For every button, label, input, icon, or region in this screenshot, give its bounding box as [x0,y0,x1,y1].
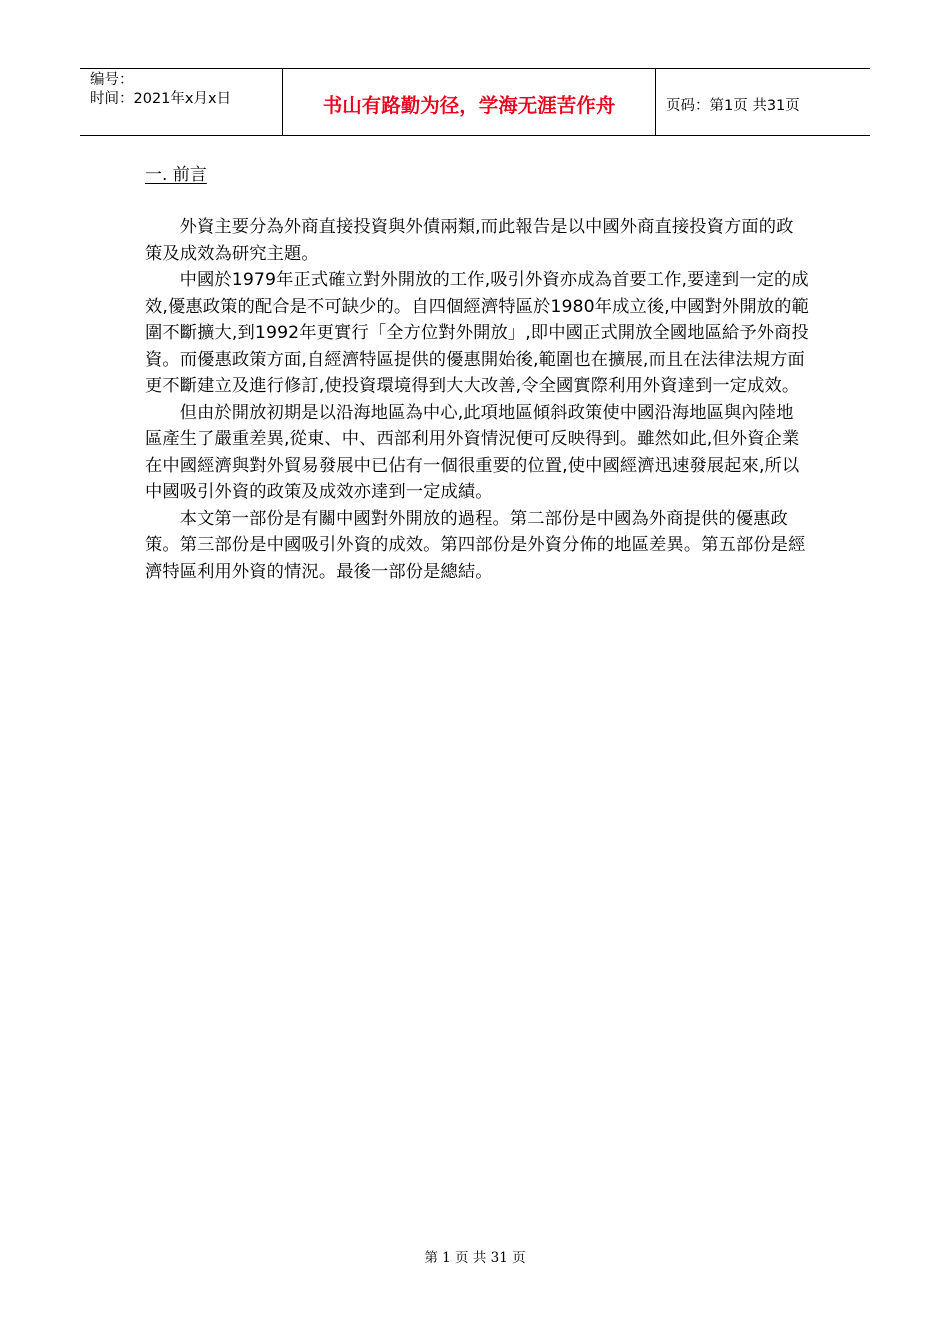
body-text [145,214,809,585]
section-title: 一. 前言 [145,165,207,185]
paragraph: 但由於開放初期是以沿海地區為中心,此項地區傾斜政策使中國沿海地區與內陸地區產生了嚴重差異,從東、中、西部利用外資情況便可反映得到。雖然如此,但外資企業在中國經濟與對外貿易發展中已佔有一個很重要的位置,使中國經濟迅速發展起來,所以中國吸引外資的政策及成效亦達到一定成績。 [145,402,800,502]
header-meta [80,69,282,135]
paragraph: 中國於1979年正式確立對外開放的工作,吸引外資亦成為首要工作,要達到一定的成效,優惠政策的配合是不可缺少的。自四個經濟特區於1980年成立後,中國對外開放的範圍不斷擴大,到1992年更實行「全方位對外開放」,即中國正式開放全國地區給予外商投資。而優惠政策方面,自經濟特區提供的優惠開始後,範圍也在擴展,而且在法律法規方面更不斷建立及進行修訂,使投資環境得到大大改善,令全國實際利用外資達到一定成效。 [145,270,809,396]
paragraph: 本文第一部份是有關中國對外開放的過程。第二部份是中國為外商提供的優惠政策。第三部份是中國吸引外資的成效。第四部份是外資分佈的地區差異。第五部份是經濟特區利用外資的情況。最後一部份是總結。 [145,508,806,582]
document-number-label: 编号： [90,72,134,88]
document-date-label: 时间：2021年x月x日 [90,91,232,107]
header-page-number: 页码：第1页 共31页 [666,97,800,114]
page-footer: 第 1 页 共 31 页 [424,1250,526,1266]
header-motto: 书山有路勤为径，学海无涯苦作舟 [282,69,656,135]
paragraph: 外資主要分為外商直接投資與外債兩類,而此報告是以中國外商直接投資方面的政策及成效為研究主題。 [145,217,794,264]
page-header [80,68,870,136]
